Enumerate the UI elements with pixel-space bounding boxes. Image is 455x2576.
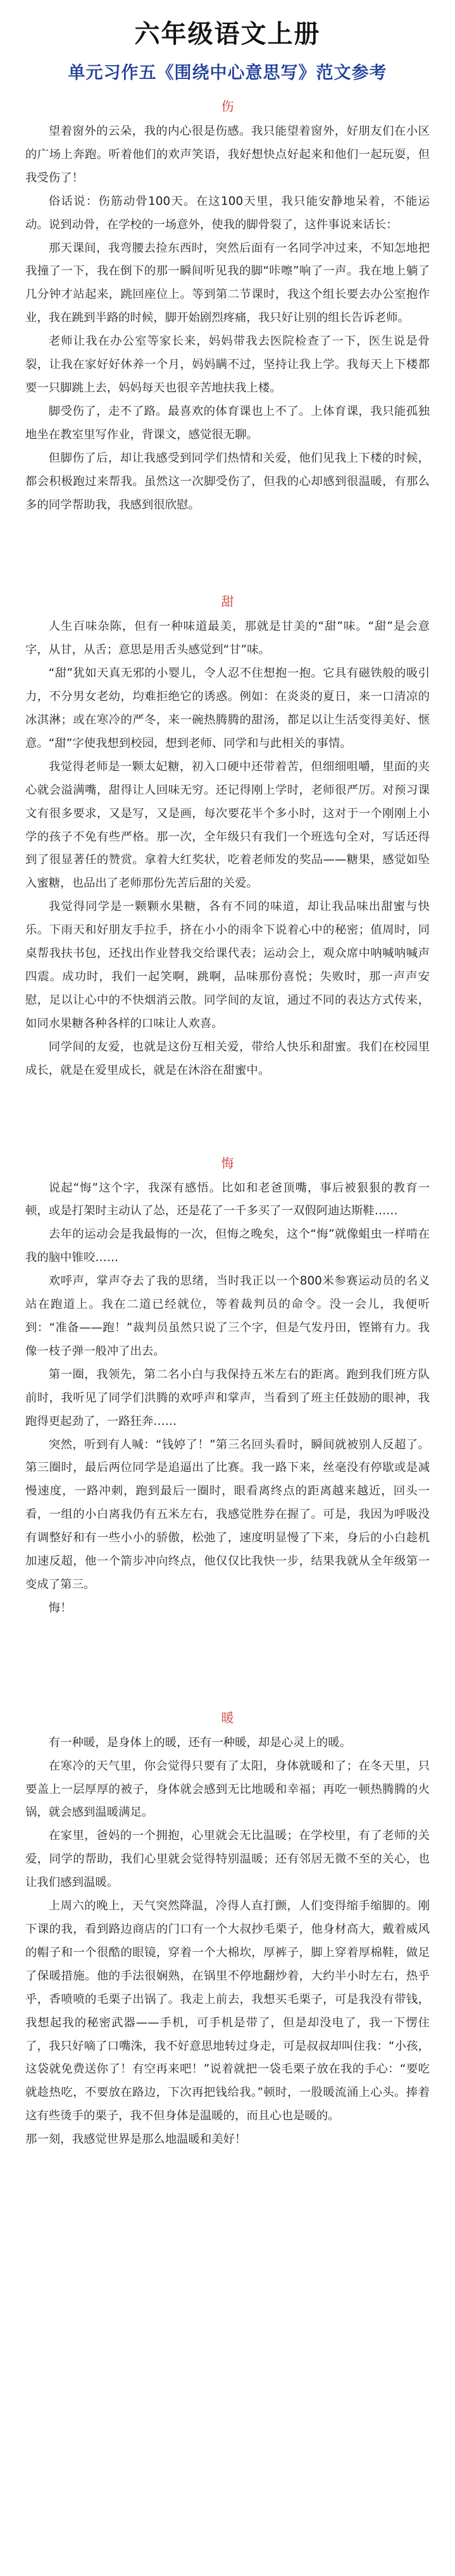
section-shang [25, 92, 430, 517]
paragraph: 老师让我在办公室等家长来，妈妈带我去医院检查了一下，医生说是骨裂，让我在家好好休养一个月，妈妈瞒不过，坚持让我上学。我每天上下楼都要一只脚跳上去，妈妈每天也很辛苦地扶我上楼。 [25, 335, 430, 395]
paragraph: 同学间的友爱，也就是这份互相关爱，带给人快乐和甜蜜。我们在校园里成长，就是在爱里成长，就是在沐浴在甜蜜中。 [25, 1040, 430, 1077]
paragraph: 悔！ [48, 1601, 72, 1615]
paragraph: 望着窗外的云朵，我的内心很是伤感。我只能望着窗外，好朋友们在小区的广场上奔跑。听着他们的欢声笑语，我好想快点好起来和他们一起玩耍，但我受伤了！ [25, 125, 430, 185]
section-spacer [25, 517, 430, 588]
paragraph: 有一种暖，是身体上的暖，还有一种暖，却是心灵上的暖。 [48, 1735, 351, 1749]
paragraph: 那天课间，我弯腰去捡东西时，突然后面有一名同学冲过来，不知怎地把我撞了一下，我在倒下的那一瞬间听见我的脚“咔嚓”响了一声。我在地上躺了几分钟才站起来，跳回座位上。等到第二节课时，我这个组长要去办公室抱作业，我在跳到半路的时候，脚开始剧烈疼痛，我只好让别的组长告诉老师。 [25, 241, 430, 325]
paragraph: 欢呼声，掌声夺去了我的思绪，当时我正以一个800米参赛运动员的名义站在跑道上。我在二道已经就位，等着裁判员的命令。没一会儿，我便听到：“准备——跑！”裁判员虽然只说了三个字，但是气发丹田，铿锵有力。我像一枝子弹一般冲了出去。 [25, 1274, 430, 1358]
paragraph: 在家里，爸妈的一个拥抱，心里就会无比温暖；在学校里，有了老师的关爱，同学的帮助，我们心里就会觉得特别温暖；还有邻居无微不至的关心，也让我们感到温暖。 [25, 1829, 430, 1890]
section-spacer [25, 1620, 430, 1704]
paragraph: 说起“悔”这个字，我深有感悟。比如和老爸顶嘴，事后被狠狠的教育一顿，或是打架时主动认了怂，还是花了一千多买了一双假阿迪达斯鞋…… [25, 1181, 430, 1218]
section-spacer [25, 1083, 430, 1149]
paragraph: 我觉得同学是一颗颗水果糖，各有不同的味道，却让我品味出甜蜜与快乐。下雨天和好朋友手拉手，挤在小小的雨伞下说着心中的秘密；值周时，同桌帮我扶书包，还找出作业替我交给课代表；运动会上，观众席中呐喊呐喊声四震。成功时，我们一起笑啊，跳啊，品味那份喜悦；失败时，那一声声安慰，足以让心中的不快烟消云散。同学间的友谊，通过不同的表达方式传来，如同水果糖各种各样的口味让人欢喜。 [25, 900, 430, 1030]
paragraph: 脚受伤了，走不了路。最喜欢的体育课也上不了。上体育课，我只能孤独地坐在教室里写作业，背课文，感觉很无聊。 [25, 404, 430, 441]
paragraph: 去年的运动会是我最悔的一次，但悔之晚矣，这个“悔”就像蛆虫一样啃在我的脑中锥咬…… [25, 1228, 430, 1265]
paragraph: 俗话说：伤筋动骨100天。在这100天里，我只能安静地呆着，不能运动。说到动骨，在学校的一场意外，使我的脚骨裂了，这件事说来话长： [25, 194, 430, 231]
section-heading: 伤 [221, 99, 234, 114]
paragraph: 我觉得老师是一颗太妃糖，初入口硬中还带着苦，但细细咀嚼，里面的夹心就会溢满嘴，甜得让人回味无穷。还记得刚上学时，老师很严厉。对预习课文有很多要求，又是写，又是画，每次要花半个多小时，这对于一个刚刚上小学的孩子不免有些严格。那一次，全年级只有我们一个班选句全对，写话还得到了很显著任的赞赏。拿着大红奖状，吃着老师发的奖品——糖果，感觉如坠入蜜糖，也品出了老师那份先苦后甜的关爱。 [25, 760, 430, 891]
paragraph: 那一刻，我感觉世界是那么地温暖和美好！ [25, 2133, 247, 2147]
document-title: 六年级语文上册 [134, 19, 321, 49]
section-heading: 暖 [221, 1710, 234, 1725]
paragraph: 在寒冷的天气里，你会觉得只要有了太阳，身体就暖和了；在冬天里，只要盖上一层厚厚的被子，身体就会感到无比地暖和幸福；再吃一顿热腾腾的火锅，就会感到温暖满足。 [25, 1759, 430, 1820]
section-tian [25, 588, 430, 1082]
section-heading: 甜 [221, 594, 234, 610]
paragraph: 但脚伤了后，却让我感受到同学们热情和关爱，他们见我上下楼的时候，都会积极跑过来帮我。虽然这一次脚受伤了，但我的心却感到很温暖，有那么多的同学帮助我，我感到很欣慰。 [25, 451, 430, 512]
document-subtitle: 单元习作五《围绕中心意思写》范文参考 [68, 63, 387, 83]
section-hui [25, 1149, 430, 1620]
section-heading: 悔 [221, 1155, 234, 1171]
paragraph: 突然，听到有人喊：“钱婷了！”第三名回头看时，瞬间就被别人反超了。第三圈时，最后两位同学是追逼出了比赛。我一路下来，丝毫没有停歇或是减慢速度，一路冲刺，跑到最后一圈时，眼看离终点的距离越来越近，回头一看，一组的小白离我仍有五米左右，我感觉胜券在握了。可是，我因为呼吸没有调整好和有一些小小的骄傲，松弛了，速度明显慢了下来，身后的小白趁机加速反超，他一个箭步冲向终点，他仅仅比我快一步，结果我就从全年级第一变成了第三。 [25, 1438, 430, 1591]
section-nuan [25, 1704, 430, 2152]
paragraph: 上周六的晚上，天气突然降温，冷得人直打颤，人们变得缩手缩脚的。刚下课的我，看到路边商店的门口有一个大叔抄毛栗子，他身材高大，戴着威风的帽子和一个很酷的眼镜，穿着一个大棉坎，厚裤子，脚上穿着厚棉鞋，做足了保暖措施。他的手法很娴熟，在锅里不停地翻炒着，大约半小时左右，热乎乎，香喷喷的毛栗子出锅了。我走上前去，我想买毛栗子，可是我没有带钱，我想起我的秘密武器——手机，可手机是带了，但是却没电了，我一下愣住了，我只好嘀了口嘴洙，我不好意思地转过身走，可是叔叔却叫住我：“小孩，这袋就免费送你了！有空再来吧！”说着就把一袋毛栗子放在我的手心：“要吃就趁热吃，不要放在路边，下次再把钱给我。”顿时，一股暖流涌上心头。捧着这有些烫手的栗子，我不但身体是温暖的，而且心也是暖的。 [25, 1899, 430, 2123]
paragraph: 人生百味杂陈，但有一种味道最美，那就是甘美的“甜”味。“甜”是会意字，从甘，从舌；意思是用舌头感觉到“甘”味。 [25, 620, 430, 657]
paragraph: “甜”犹如天真无邪的小婴儿，令人忍不住想抱一抱。它具有磁铁般的吸引力，不分男女老幼，均难拒绝它的诱惑。例如：在炎炎的夏日，来一口清凉的冰淇淋；或在寒冷的严冬，来一碗热腾腾的甜汤，都足以让生活变得美好、惬意。“甜”字使我想到校园，想到老师、同学和与此相关的事情。 [25, 667, 430, 750]
paragraph: 第一圈，我领先，第二名小白与我保持五米左右的距离。跑到我们班方队前时，我听见了同学们洪腾的欢呼声和掌声，当看到了班主任鼓励的眼神，我跑得更起劲了，一路狂奔…… [25, 1367, 430, 1428]
